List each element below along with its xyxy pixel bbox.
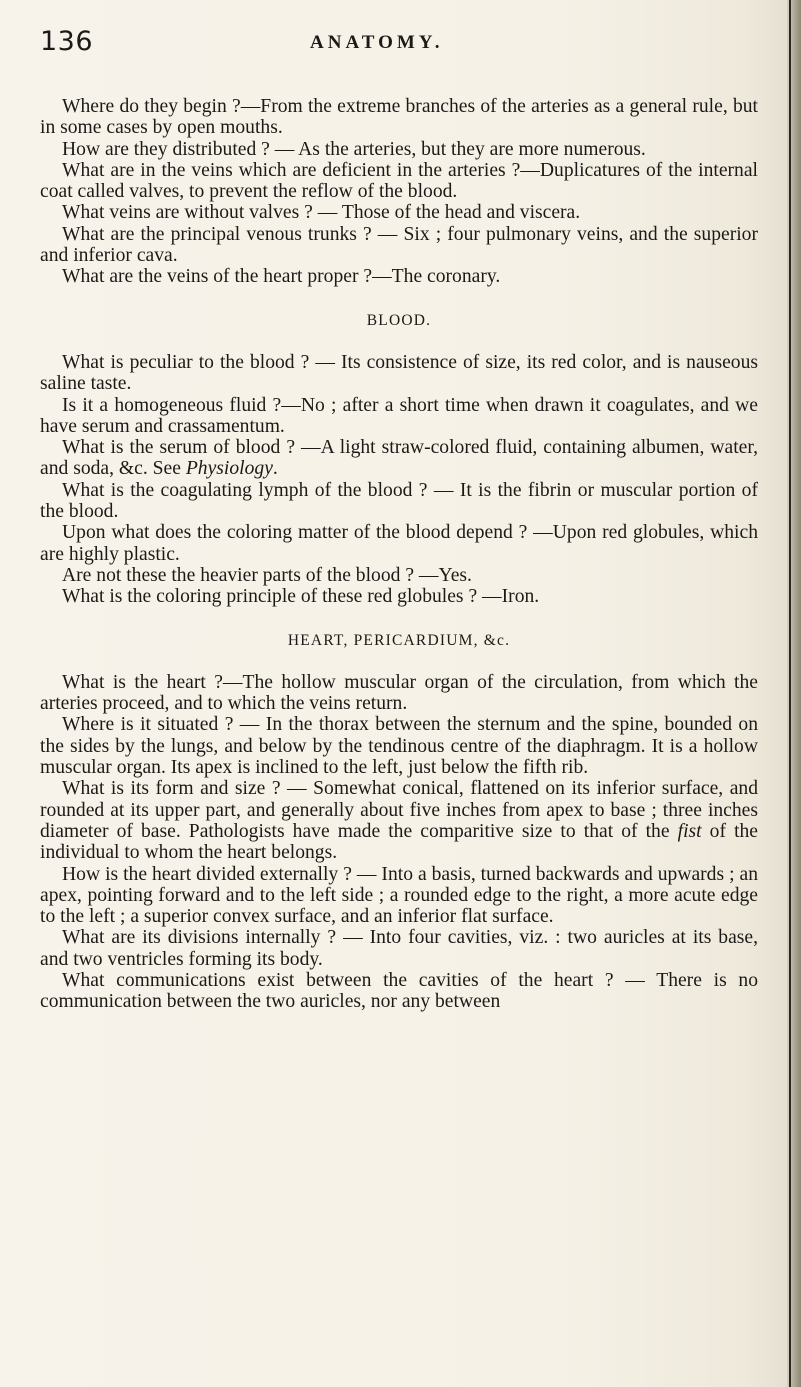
qa-paragraph: Are not these the heavier parts of the blood ? —Yes. bbox=[62, 564, 472, 586]
qa-paragraph: What is the serum of blood ? —A light straw-colored fluid, containing albumen, water, and soda, &c. See Physiology. bbox=[40, 437, 758, 480]
qa-paragraph: How are they distributed ? — As the arteries, but they are more numerous. bbox=[62, 138, 646, 160]
qa-paragraph: Where is it situated ? — In the thorax between the sternum and the spine, bounded on the sides by the lungs, and below by the tendinous centre of the diaphragm. It is a hollow muscular organ. Its apex is inclined to the left, just below the fifth rib. bbox=[40, 714, 758, 779]
running-title: ANATOMY. bbox=[310, 32, 444, 53]
qa-paragraph: What communications exist between the cavities of the heart ? — There is no communication between the two auricles, nor any between bbox=[40, 969, 758, 1013]
qa-paragraph: What is the heart ?—The hollow muscular organ of the circulation, from which the arteries proceed, and to which the veins return. bbox=[40, 671, 758, 715]
qa-paragraph: What are the veins of the heart proper ?—The coronary. bbox=[62, 266, 501, 288]
page-header bbox=[40, 26, 760, 56]
qa-paragraph: What are the principal venous trunks ? — Six ; four pulmonary veins, and the superior and inferior cava. bbox=[40, 223, 758, 267]
qa-paragraph: What are in the veins which are deficient in the arteries ?—Duplicatures of the internal coat called valves, to prevent the reflow of the blood. bbox=[40, 159, 758, 203]
section-heading-heart: HEART, PERICARDIUM, &c. bbox=[287, 631, 511, 649]
section-heading-blood: BLOOD. bbox=[366, 311, 432, 329]
qa-paragraph: What veins are without valves ? — Those of the head and viscera. bbox=[62, 202, 581, 224]
qa-paragraph: What are its divisions internally ? — Into four cavities, viz. : two auricles at its base, and two ventricles forming its body. bbox=[40, 927, 758, 970]
page-edge-line bbox=[789, 0, 791, 1387]
qa-paragraph: What is the coloring principle of these red globules ? —Iron. bbox=[62, 586, 540, 608]
page-number: 136 bbox=[40, 26, 94, 57]
qa-paragraph: Upon what does the coloring matter of the blood depend ? —Upon red globules, which are highly plastic. bbox=[40, 522, 758, 565]
qa-paragraph: How is the heart divided externally ? — Into a basis, turned backwards and upwards ; an apex, pointing forward and to the left side ; a rounded edge to the right, a more acute edge to the left ; a superior convex surface, and an inferior flat surface. bbox=[40, 863, 758, 928]
page-body bbox=[40, 96, 758, 1013]
qa-paragraph: Is it a homogeneous fluid ?—No ; after a short time when drawn it coagulates, and we have serum and crassamentum. bbox=[40, 394, 758, 437]
qa-paragraph: What is peculiar to the blood ? — Its consistence of size, its red color, and is nauseous saline taste. bbox=[40, 351, 758, 395]
qa-paragraph: Where do they begin ?—From the extreme branches of the arteries as a general rule, but in some cases by open mouths. bbox=[40, 96, 758, 139]
qa-paragraph: What is the coagulating lymph of the blood ? — It is the fibrin or muscular portion of the blood. bbox=[40, 479, 758, 523]
qa-paragraph: What is its form and size ? — Somewhat conical, flattened on its inferior surface, and rounded at its upper part, and generally about five inches from apex to base ; three inches diameter of base. Pathologists have made the comparitive size to that of the fist of the individual to whom the heart belongs. bbox=[40, 778, 758, 864]
